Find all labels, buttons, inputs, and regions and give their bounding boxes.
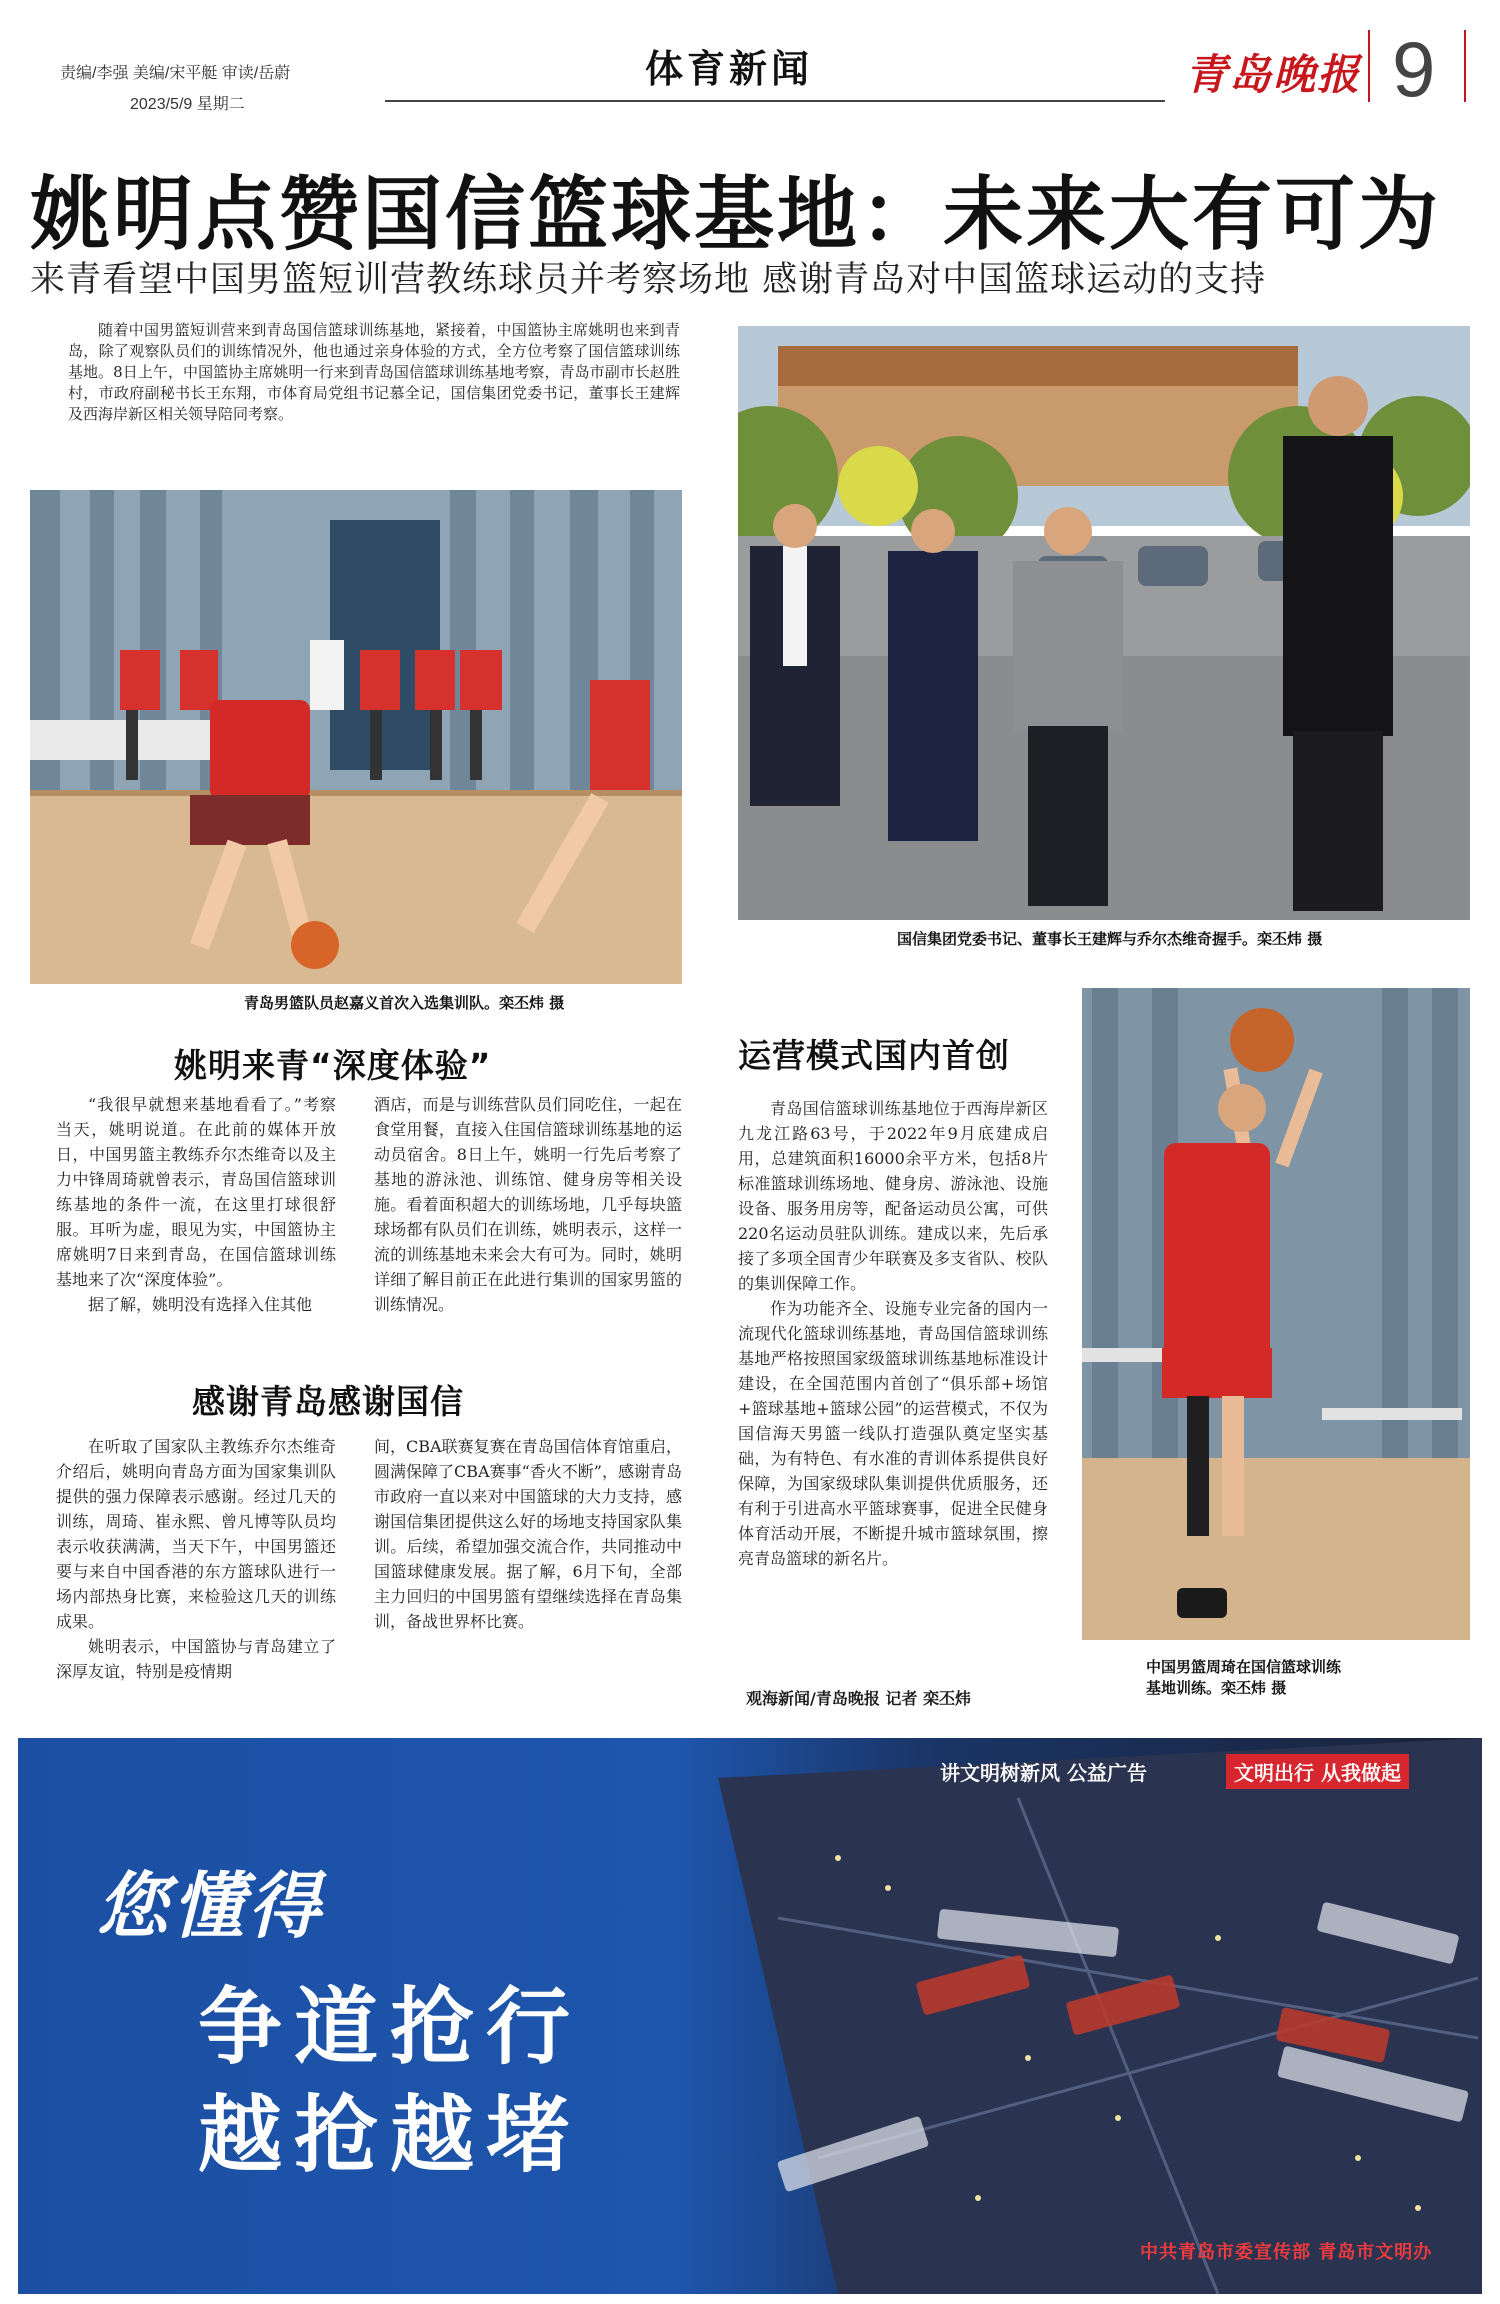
issue-date: 2023/5/9 星期二 bbox=[130, 96, 245, 113]
section1-paragraph: 据了解，姚明没有选择入住其他 bbox=[88, 1295, 313, 1314]
subheadline: 来青看望中国男篮短训营教练球员并考察场地 感谢青岛对中国篮球运动的支持 bbox=[30, 260, 1267, 300]
handshake-photo bbox=[738, 326, 1470, 920]
section3-byline: 观海新闻/青岛晚报 记者 栾丕炜 bbox=[746, 1689, 971, 1708]
section1-column-2 bbox=[374, 1092, 682, 1317]
section3-paragraph: 青岛国信篮球训练基地位于西海岸新区九龙江路63号，于2022年9月底建成启用，总建筑面积16000余平方米，包括8片标准篮球训练场地、健身房、游泳池、设施设备、服务用房等，配备运动员公寓，可供220名运动员驻队训练。建成以来，先后承接了多项全国青少年联赛及多支省队、校队的集训保障工作。 bbox=[738, 1099, 1048, 1293]
section2-paragraph: 在听取了国家队主教练乔尔杰维奇介绍后，姚明向青岛方面为国家集训队提供的强力保障表示感谢。经过几天的训练，周琦、崔永熙、曾凡博等队员均表示收获满满，当天下午，中国男篮还要与来自中国香港的东方篮球队进行一场内部热身比赛，来检验这几天的训练成果。 bbox=[56, 1437, 336, 1631]
section1-title: 姚明来青“深度体验” bbox=[174, 1046, 492, 1085]
section1-paragraph: 酒店，而是与训练营队员们同吃住，一起在食堂用餐，直接入住国信篮球训练基地的运动员宿舍。8日上午，姚明一行先后考察了基地的游泳池、训练馆、健身房等相关设施。看着面积超大的训练场地，几乎每块篮球场都有队员们在训练，姚明表示，这样一流的训练基地未来会大有可为。同时，姚明详细了解目前正在此进行集训的国家男篮的训练情况。 bbox=[374, 1095, 682, 1314]
ad-sponsor: 中共青岛市委宣传部 青岛市文明办 bbox=[1140, 2242, 1433, 2263]
shooter-photo-caption bbox=[1146, 1656, 1341, 1698]
section1-paragraph: “我很早就想来基地看看了。”考察当天，姚明说道。在此前的媒体开放日，中国男篮主教练乔尔杰维奇以及主力中锋周琦就曾表示，青岛国信篮球训练基地的条件一流，在这里打球很舒服。耳听为虚，眼见为实，中国篮协主席姚明7日来到青岛，在国信篮球训练基地来了次“深度体验”。 bbox=[56, 1095, 336, 1289]
training-photo bbox=[30, 490, 682, 984]
header-rule bbox=[385, 100, 1165, 102]
ad-slogan-badge: 文明出行 从我做起 bbox=[1226, 1754, 1409, 1789]
section2-column-2 bbox=[374, 1434, 682, 1634]
header-divider bbox=[1464, 30, 1466, 102]
section2-column-1 bbox=[56, 1434, 336, 1684]
intro-paragraph: 随着中国男篮短训营来到青岛国信篮球训练基地，紧接着，中国篮协主席姚明也来到青岛，除了观察队员们的训练情况外，他也通过亲身体验的方式，全方位考察了国信篮球训练基地。8日上午，中国篮协主席姚明一行来到青岛国信篮球训练基地考察，青岛市副市长赵胜村，市政府副秘书长王东翔，市体育局党组书记慕全记，国信集团党委书记，董事长王建辉及西海岸新区相关领导陪同考察。 bbox=[68, 321, 680, 423]
ad-calligraphy-title: 您懂得 bbox=[96, 1863, 325, 1948]
section-name: 体育新闻 bbox=[645, 47, 814, 91]
ad-campaign-label bbox=[940, 1757, 1147, 1786]
section2-title: 感谢青岛感谢国信 bbox=[192, 1382, 464, 1421]
section3-column bbox=[738, 1096, 1048, 1571]
shooter-caption-line: 中国男篮周琦在国信篮球训练 bbox=[1146, 1658, 1342, 1676]
page-number: 9 bbox=[1392, 25, 1436, 113]
handshake-photo-caption: 国信集团党委书记、董事长王建辉与乔尔杰维奇握手。栾丕炜 摄 bbox=[897, 930, 1323, 948]
section2-paragraph: 姚明表示，中国篮协与青岛建立了深厚友谊，特别是疫情期 bbox=[56, 1637, 336, 1681]
handshake-photo-illustration bbox=[738, 326, 1470, 920]
ad-campaign-text: 讲文明树新风 公益广告 bbox=[940, 1761, 1147, 1785]
paper-logo: 青岛晚报 bbox=[1185, 50, 1362, 99]
shooter-photo bbox=[1082, 988, 1470, 1640]
credits-line: 责编/李强 美编/宋平艇 审读/岳蔚 bbox=[60, 65, 291, 82]
training-photo-illustration bbox=[30, 490, 682, 984]
ad-slogan-line: 争道抢行 bbox=[198, 1977, 583, 2076]
section3-title: 运营模式国内首创 bbox=[738, 1036, 1010, 1075]
training-photo-caption: 青岛男篮队员赵嘉义首次入选集训队。栾丕炜 摄 bbox=[244, 994, 565, 1012]
section1-column-1 bbox=[56, 1092, 336, 1317]
shooter-caption-line: 基地训练。栾丕炜 摄 bbox=[1146, 1679, 1287, 1697]
headline: 姚明点赞国信篮球基地：未来大有可为 bbox=[30, 168, 1441, 261]
header-divider bbox=[1368, 30, 1370, 102]
section3-paragraph: 作为功能齐全、设施专业完备的国内一流现代化篮球训练基地，青岛国信篮球训练基地严格按照国家级篮球训练基地标准设计建设，在全国范围内首创了“俱乐部+场馆+篮球基地+篮球公园”的运营模式，不仅为国信海天男篮一线队打造强队奠定坚实基础，为有特色、有水准的青训体系提供良好保障，为国家级球队集训提供优质服务，还有利于引进高水平篮球赛事，促进全民健身体育活动开展，不断提升城市篮球氛围，擦亮青岛篮球的新名片。 bbox=[738, 1299, 1048, 1568]
editor-credits bbox=[60, 60, 290, 114]
section2-paragraph: 间，CBA联赛复赛在青岛国信体育馆重启，圆满保障了CBA赛事“香火不断”，感谢青岛市政府一直以来对中国篮球的大力支持，感谢国信集团提供这么好的场地支持国家队集训。后续，希望加强交流合作，共同推动中国篮球健康发展。据了解，6月下旬，全部主力回归的中国男篮有望继续选择在青岛集训，备战世界杯比赛。 bbox=[374, 1437, 682, 1631]
shooter-photo-illustration bbox=[1082, 988, 1470, 1640]
ad-slogan-line: 越抢越堵 bbox=[198, 2085, 583, 2184]
